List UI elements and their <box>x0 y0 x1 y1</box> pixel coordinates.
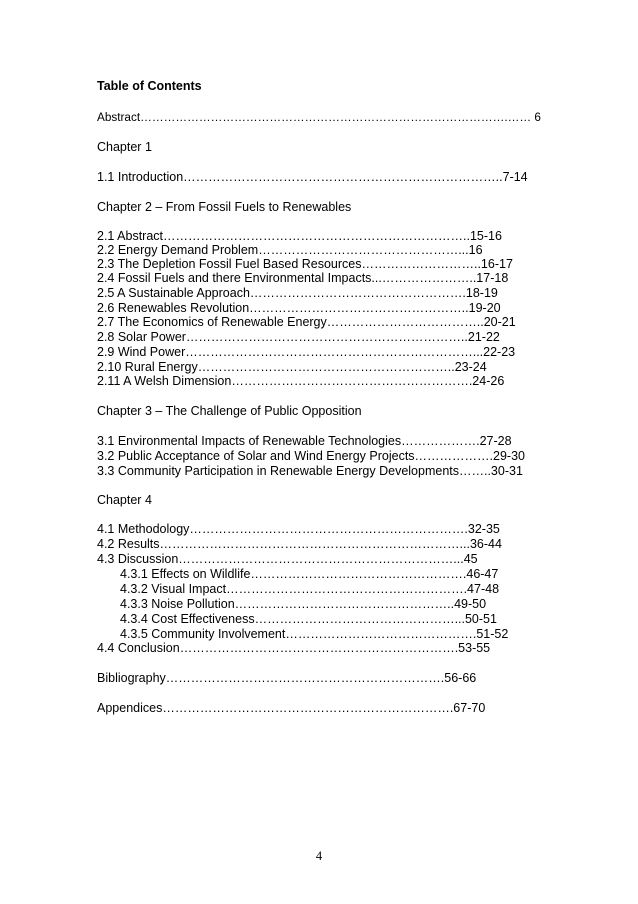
toc-entry: 3.2 Public Acceptance of Solar and Wind Energy Projects……………….29-30 <box>97 449 525 463</box>
toc-subentry: 4.3.5 Community Involvement……………………………………….51-52 <box>120 627 509 641</box>
toc-entry: 2.2 Energy Demand Problem…………………………………………...16 <box>97 243 483 257</box>
page-number: 4 <box>315 849 323 863</box>
toc-title: Table of Contents <box>97 79 202 93</box>
toc-entry-abstract: Abstract………………………………………………………………………………….…… 6 <box>97 111 541 124</box>
toc-entry: 2.3 The Depletion Fossil Fuel Based Resources………………………..16-17 <box>97 257 513 271</box>
toc-entry: 2.6 Renewables Revolution……………………………………………..19-20 <box>97 301 501 315</box>
toc-entry: 2.10 Rural Energy……………………………………………………..23-24 <box>97 360 487 374</box>
toc-entry: 4.3 Discussion…………………………………………………………...45 <box>97 552 478 566</box>
chapter-2-heading: Chapter 2 – From Fossil Fuels to Renewables <box>97 200 352 214</box>
toc-entry: 4.4 Conclusion………………………………………………………….53-55 <box>97 641 491 655</box>
chapter-1-heading: Chapter 1 <box>97 140 152 154</box>
toc-entry: 2.11 A Welsh Dimension………………………………………………….24-26 <box>97 374 505 388</box>
toc-entry: 2.5 A Sustainable Approach…………………………………………….18-19 <box>97 286 498 300</box>
toc-subentry: 4.3.4 Cost Effectiveness…………………………………………...50-51 <box>120 612 497 626</box>
toc-entry: 2.4 Fossil Fuels and there Environmental Impacts...…………………..17-18 <box>97 271 509 285</box>
toc-entry: 3.3 Community Participation in Renewable Energy Developments……..30-31 <box>97 464 523 478</box>
toc-entry: 2.1 Abstract………………………………………………………………..15-16 <box>97 229 502 243</box>
chapter-4-heading: Chapter 4 <box>97 493 152 507</box>
toc-entry: 1.1 Introduction…………………………………………………………………..7-14 <box>97 170 528 184</box>
toc-entry: 2.7 The Economics of Renewable Energy………………………………..20-21 <box>97 315 516 329</box>
toc-entry-bibliography: Bibliography………………………………………………………….56-66 <box>97 671 477 685</box>
toc-subentry: 4.3.2 Visual Impact………………………………………………….47-48 <box>120 582 500 596</box>
toc-entry: 3.1 Environmental Impacts of Renewable Technologies……………….27-28 <box>97 434 512 448</box>
toc-entry: 2.9 Wind Power……………………………………………………………...22-23 <box>97 345 516 359</box>
toc-subentry: 4.3.3 Noise Pollution……………………………………………..49-50 <box>120 597 487 611</box>
chapter-3-heading: Chapter 3 – The Challenge of Public Opposition <box>97 404 362 418</box>
toc-entry: 4.2 Results………………………………………………………………...36-44 <box>97 537 502 551</box>
toc-subentry: 4.3.1 Effects on Wildlife…………………………………………….46-47 <box>120 567 499 581</box>
toc-entry: 4.1 Methodology………………………………………………………….32-35 <box>97 522 500 536</box>
toc-entry: 2.8 Solar Power…………………………………………………………..21-22 <box>97 330 500 344</box>
toc-entry-appendices: Appendices…………………………………………………………….67-70 <box>97 701 486 715</box>
